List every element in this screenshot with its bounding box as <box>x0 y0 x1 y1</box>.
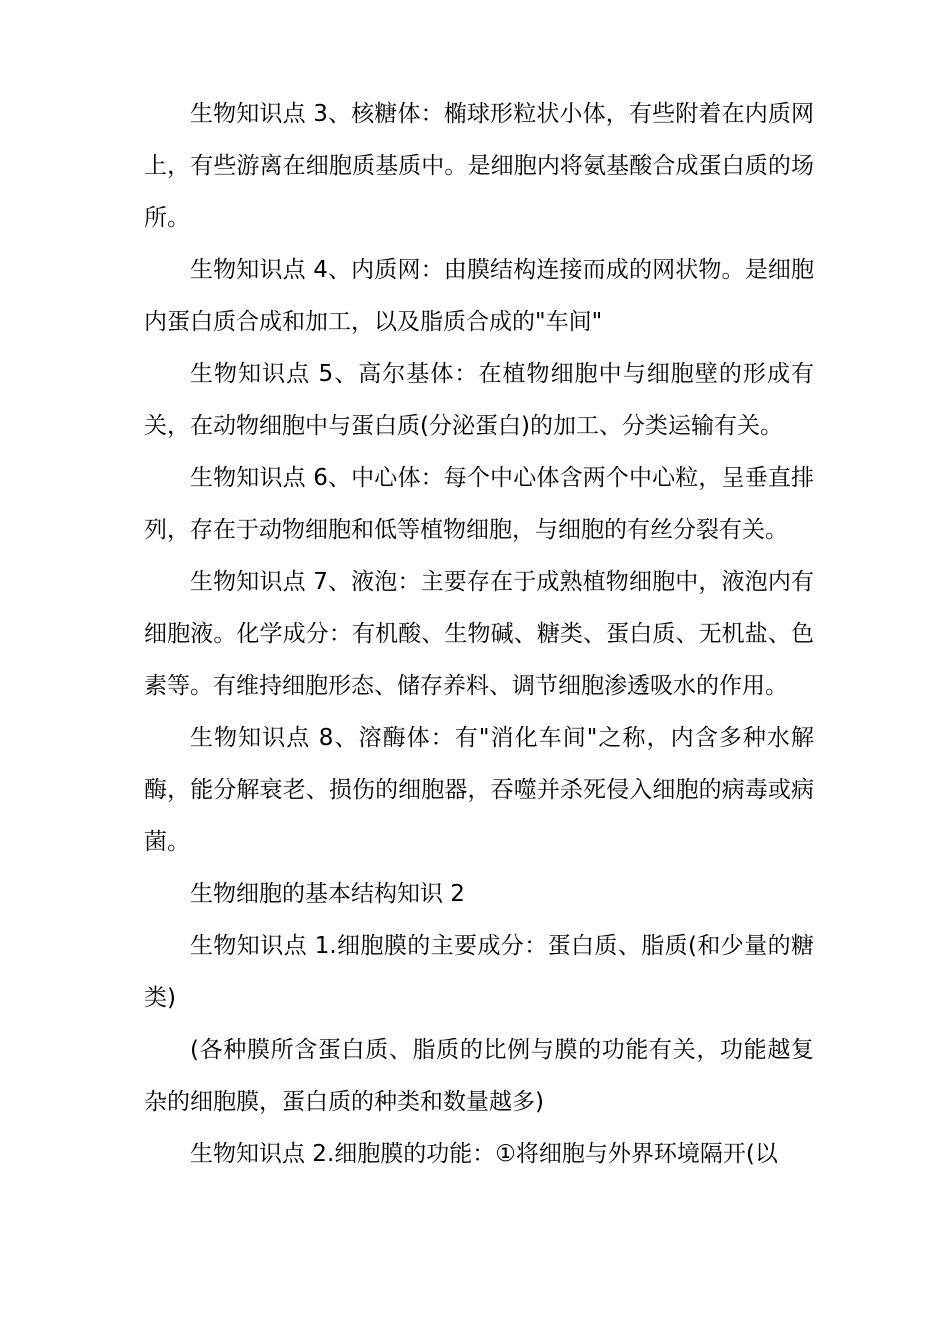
paragraph-membrane-function: 生物知识点 2.细胞膜的功能：①将细胞与外界环境隔开(以 <box>190 1141 778 1167</box>
paragraph-golgi: 生物知识点 5、高尔基体：在植物细胞中与细胞壁的形成有关，在动物细胞中与蛋白质(分泌蛋白)的加工、分类运输有关。 <box>144 361 814 439</box>
section-heading: 生物细胞的基本结构知识 2 <box>190 881 465 907</box>
document-body <box>144 88 814 1180</box>
paragraph-endoplasmic-reticulum: 生物知识点 4、内质网：由膜结构连接而成的网状物。是细胞内蛋白质合成和加工，以及脂质合成的"车间" <box>144 257 814 335</box>
paragraph-membrane-composition: 生物知识点 1.细胞膜的主要成分：蛋白质、脂质(和少量的糖类) <box>144 933 814 1011</box>
paragraph-centrosome: 生物知识点 6、中心体：每个中心体含两个中心粒，呈垂直排列，存在于动物细胞和低等植物细胞，与细胞的有丝分裂有关。 <box>144 465 814 543</box>
paragraph-membrane-note: (各种膜所含蛋白质、脂质的比例与膜的功能有关，功能越复杂的细胞膜，蛋白质的种类和数量越多) <box>144 1037 814 1115</box>
paragraph-vacuole: 生物知识点 7、液泡：主要存在于成熟植物细胞中，液泡内有细胞液。化学成分：有机酸、生物碱、糖类、蛋白质、无机盐、色素等。有维持细胞形态、储存养料、调节细胞渗透吸水的作用。 <box>144 569 814 699</box>
paragraph-lysosome: 生物知识点 8、溶酶体：有"消化车间"之称，内含多种水解酶，能分解衰老、损伤的细胞器，吞噬并杀死侵入细胞的病毒或病菌。 <box>144 725 814 855</box>
paragraph-ribosome: 生物知识点 3、核糖体：椭球形粒状小体，有些附着在内质网上，有些游离在细胞质基质中。是细胞内将氨基酸合成蛋白质的场所。 <box>144 101 814 231</box>
